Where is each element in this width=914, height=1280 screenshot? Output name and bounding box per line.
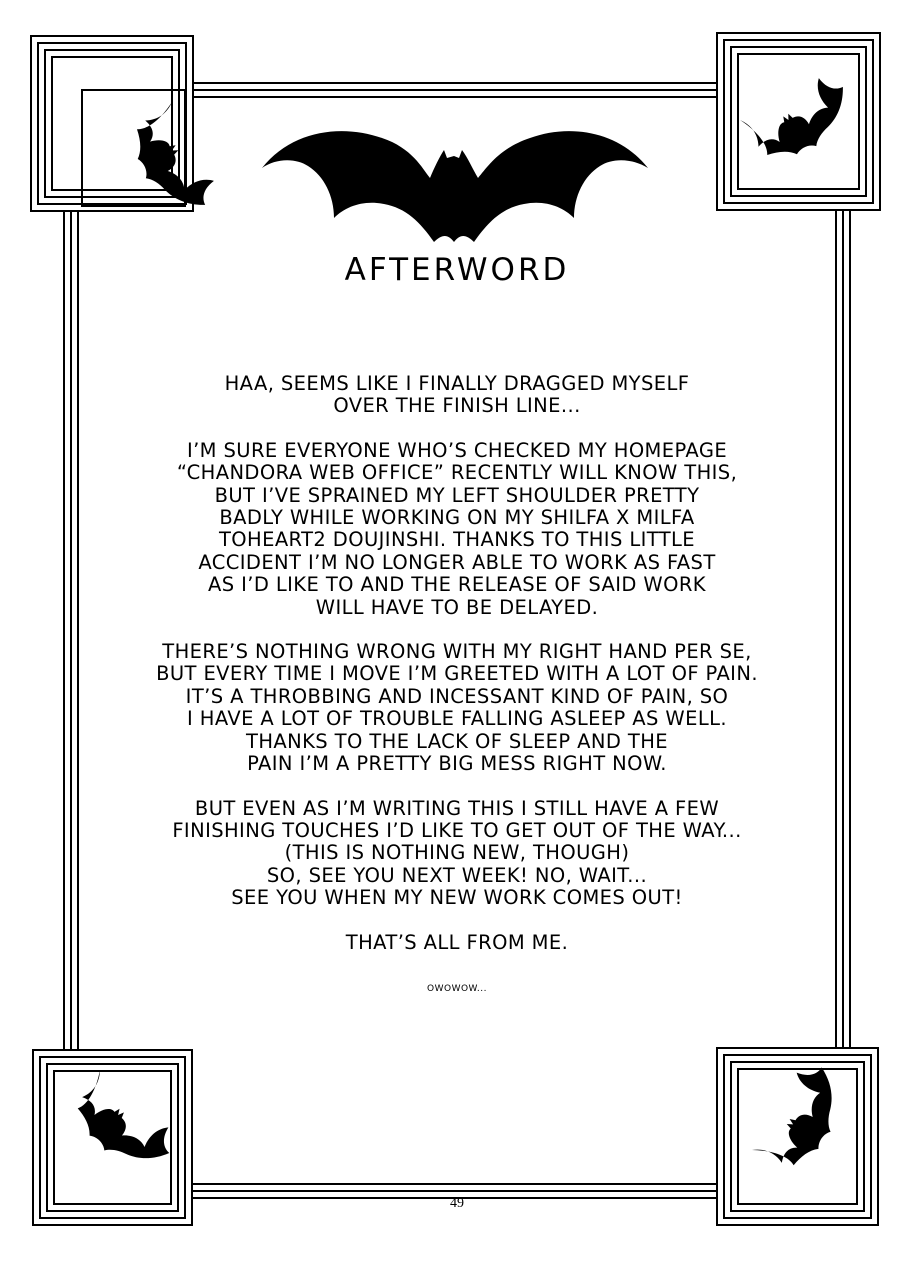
paragraph [100,932,814,954]
afterword-body [100,373,814,976]
text-line: FINISHING TOUCHES I’D LIKE TO GET OUT OF THE WAY... [172,818,742,842]
text-line: OVER THE FINISH LINE... [333,394,581,418]
text-line: ACCIDENT I’M NO LONGER ABLE TO WORK AS FAST [198,550,716,574]
text-line: THERE’S NOTHING WRONG WITH MY RIGHT HAND PER SE, [162,640,752,664]
signoff-text: OWOWOW... [427,984,487,994]
bat-icon [262,118,648,246]
paragraph [100,373,814,418]
text-line: (THIS IS NOTHING NEW, THOUGH) [284,841,630,865]
text-line: SEE YOU WHEN MY NEW WORK COMES OUT! [231,886,683,910]
text-line: AS I’D LIKE TO AND THE RELEASE OF SAID WORK [208,573,706,597]
page-number: 49 [450,1196,464,1211]
text-line: HAA, SEEMS LIKE I FINALLY DRAGGED MYSELF [224,372,690,395]
text-line: I’M SURE EVERYONE WHO’S CHECKED MY HOMEPAGE [186,438,728,462]
text-line: BUT I’VE SPRAINED MY LEFT SHOULDER PRETTY [214,483,700,507]
text-line: WILL HAVE TO BE DELAYED. [315,595,599,619]
paragraph [100,798,814,910]
text-line: THAT’S ALL FROM ME. [345,930,569,954]
text-line: TOHEART2 DOUJINSHI. THANKS TO THIS LITTLE [218,528,696,552]
text-line: BUT EVERY TIME I MOVE I’M GREETED WITH A LOT OF PAIN. [156,662,758,686]
paragraph [100,641,814,775]
text-line: “CHANDORA WEB OFFICE” RECENTLY WILL KNOW THIS, [176,461,738,485]
text-line: THANKS TO THE LACK OF SLEEP AND THE [246,729,668,753]
text-line: SO, SEE YOU NEXT WEEK! NO, WAIT... [266,863,648,887]
text-line: BADLY WHILE WORKING ON MY SHILFA X MILFA [219,506,695,530]
text-line: BUT EVEN AS I’M WRITING THIS I STILL HAVE A FEW [194,796,720,820]
text-line: I HAVE A LOT OF TROUBLE FALLING ASLEEP AS WELL. [187,707,727,731]
page-title: AFTERWORD [344,252,570,288]
text-line: PAIN I’M A PRETTY BIG MESS RIGHT NOW. [247,752,667,776]
text-line: IT’S A THROBBING AND INCESSANT KIND OF PAIN, SO [185,684,729,708]
paragraph [100,440,814,619]
